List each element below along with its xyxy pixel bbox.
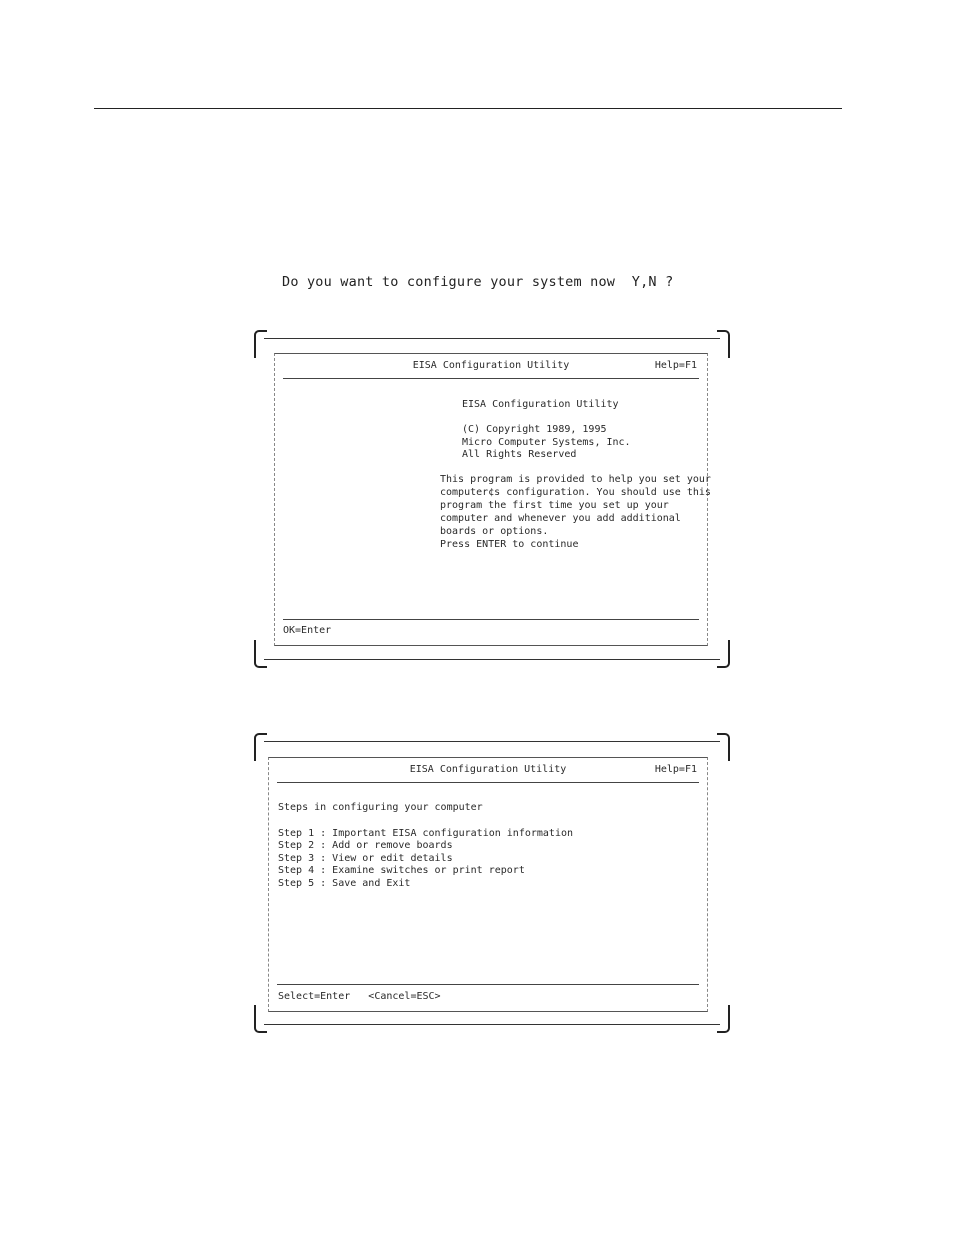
select-cancel-keys[interactable]: Select=Enter <Cancel=ESC> <box>278 991 441 1002</box>
continue-instruction: Press ENTER to continue <box>440 539 579 550</box>
rights-line: All Rights Reserved <box>462 449 577 460</box>
steps-window <box>268 757 708 1012</box>
welcome-window <box>274 353 711 646</box>
body-line: This program is provided to help you set your <box>440 474 711 485</box>
header-rule <box>94 108 842 109</box>
window-title: EISA Configuration Utility <box>409 764 567 775</box>
help-key[interactable]: Help=F1 <box>654 360 697 371</box>
help-key[interactable]: Help=F1 <box>654 764 697 775</box>
step-item-4[interactable]: Step 4 : Examine switches or print report <box>278 865 525 876</box>
copyright-line: (C) Copyright 1989, 1995 <box>462 424 607 435</box>
step-item-3[interactable]: Step 3 : View or edit details <box>278 853 453 864</box>
screenshot-frame-welcome <box>254 330 730 668</box>
body-line: boards or options. <box>440 526 549 537</box>
step-item-5[interactable]: Step 5 : Save and Exit <box>278 878 411 889</box>
welcome-heading: EISA Configuration Utility <box>462 399 619 410</box>
body-line: program the first time you set up your <box>440 500 669 511</box>
body-line: computer and whenever you add additional <box>440 513 681 524</box>
body-line: computer¢s configuration. You should use this <box>440 487 711 498</box>
configure-prompt: Do you want to configure your system now Y,N ? <box>282 274 674 290</box>
step-item-2[interactable]: Step 2 : Add or remove boards <box>278 840 453 851</box>
ok-enter-key[interactable]: OK=Enter <box>283 625 332 636</box>
screenshot-frame-steps <box>254 733 730 1033</box>
step-item-1[interactable]: Step 1 : Important EISA configuration information <box>278 828 574 839</box>
window-title: EISA Configuration Utility <box>412 360 570 371</box>
steps-heading: Steps in configuring your computer <box>278 802 483 813</box>
company-line: Micro Computer Systems, Inc. <box>462 437 631 448</box>
